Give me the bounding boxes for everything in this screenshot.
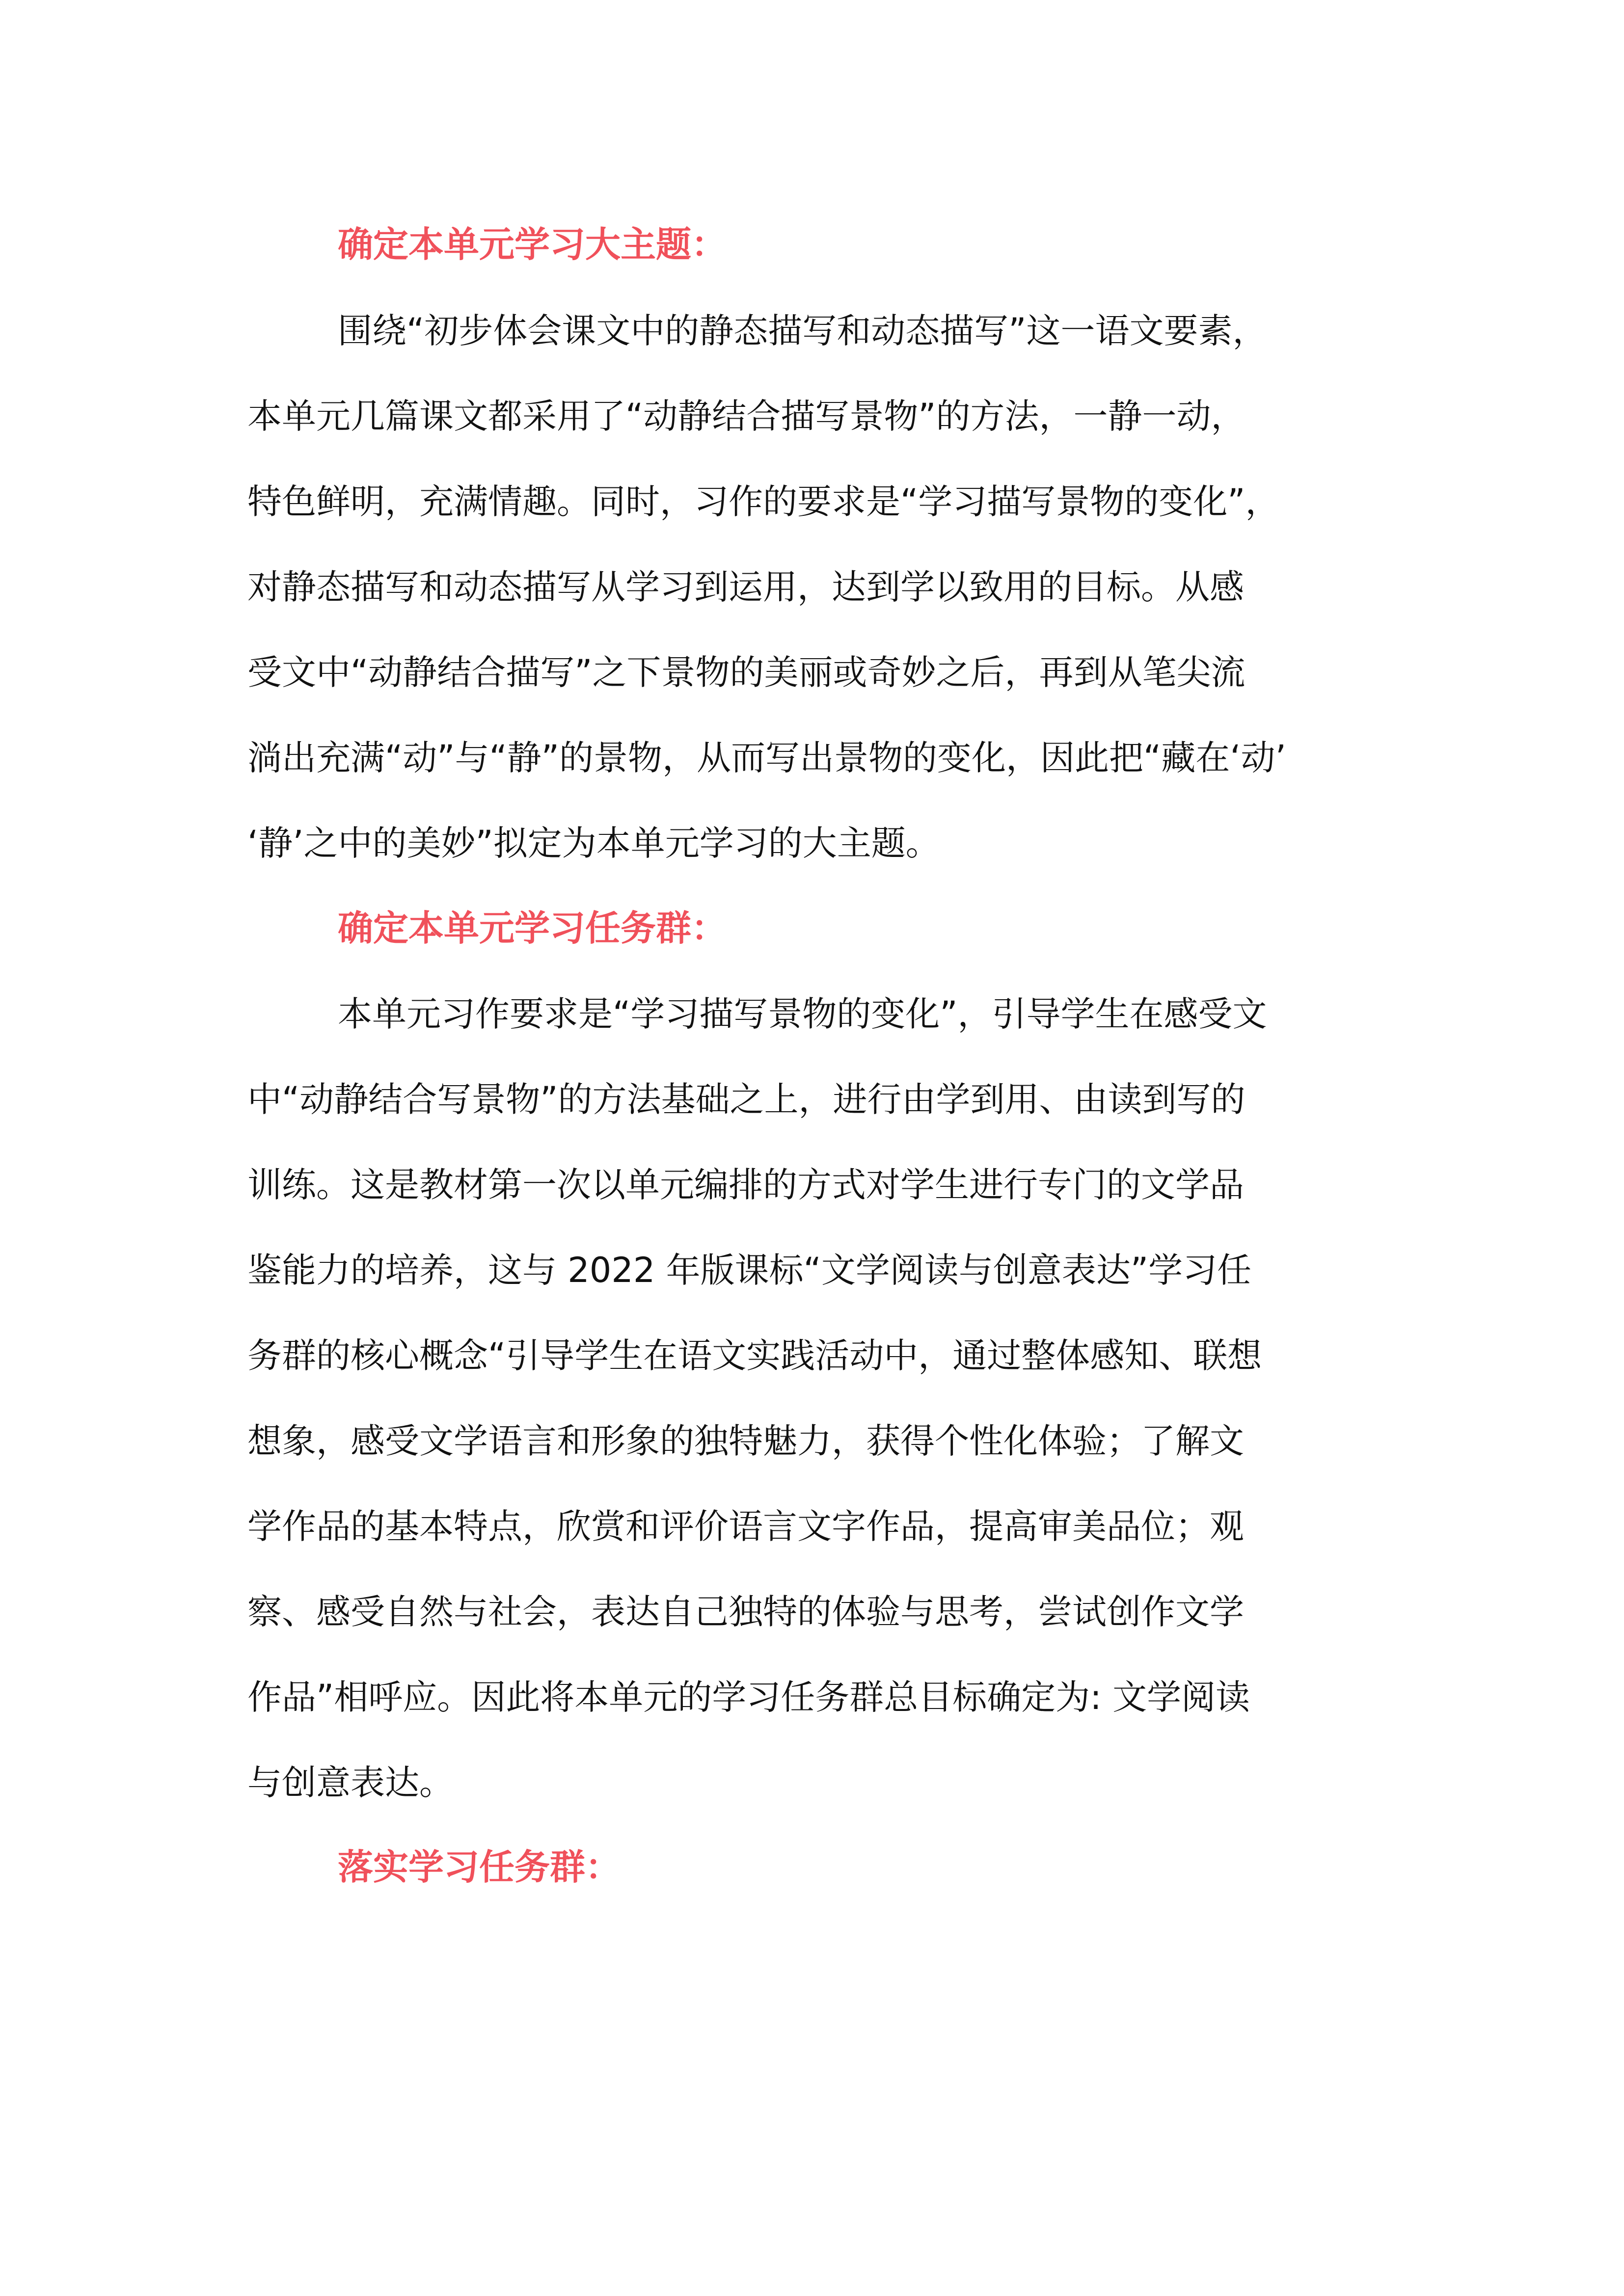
paragraph-line: 对静态描写和动态描写从学习到运用，达到学以致用的目标。从感 [247, 567, 1244, 607]
paragraph-line: 学作品的基本特点，欣赏和评价语言文字作品，提高审美品位；观 [247, 1506, 1244, 1547]
heading-implement-task-group: 落实学习任务群： [338, 1846, 621, 1888]
paragraph-line: 特色鲜明，充满情趣。同时，习作的要求是“学习描写景物的变化”， [247, 481, 1280, 522]
paragraph-line: 务群的核心概念“引导学生在语文实践活动中，通过整体感知、联想 [247, 1335, 1262, 1376]
paragraph-line: 围绕“初步体会课文中的静态描写和动态描写”这一语文要素， [338, 311, 1267, 351]
heading-main-theme: 确定本单元学习大主题： [338, 224, 727, 265]
paragraph-line: 察、感受自然与社会，表达自己独特的体验与思考，尝试创作文学 [247, 1592, 1244, 1632]
paragraph-line: ‘静’之中的美妙”拟定为本单元学习的大主题。 [247, 823, 940, 863]
paragraph-line: 中“动静结合写景物”的方法基础之上，进行由学到用、由读到写的 [247, 1079, 1245, 1120]
paragraph-line: 与创意表达。 [247, 1762, 454, 1803]
paragraph-line: 想象，感受文学语言和形象的独特魅力，获得个性化体验；了解文 [247, 1421, 1244, 1461]
paragraph-line: 淌出充满“动”与“静”的景物，从而写出景物的变化，因此把“藏在‘动’ [247, 738, 1286, 778]
paragraph-line: 作品”相呼应。因此将本单元的学习任务群总目标确定为: 文学阅读 [247, 1677, 1250, 1717]
paragraph-line: 训练。这是教材第一次以单元编排的方式对学生进行专门的文学品 [247, 1165, 1244, 1205]
paragraph-line: 受文中“动静结合描写”之下景物的美丽或奇妙之后，再到从笔尖流 [247, 652, 1245, 693]
paragraph-line: 本单元几篇课文都采用了“动静结合描写景物”的方法，一静一动， [247, 396, 1245, 436]
paragraph-line: 鉴能力的培养，这与 2022 年版课标“文学阅读与创意表达”学习任 [247, 1250, 1252, 1290]
paragraph-line: 本单元习作要求是“学习描写景物的变化”，引导学生在感受文 [338, 994, 1267, 1034]
heading-task-group: 确定本单元学习任务群： [338, 908, 727, 949]
